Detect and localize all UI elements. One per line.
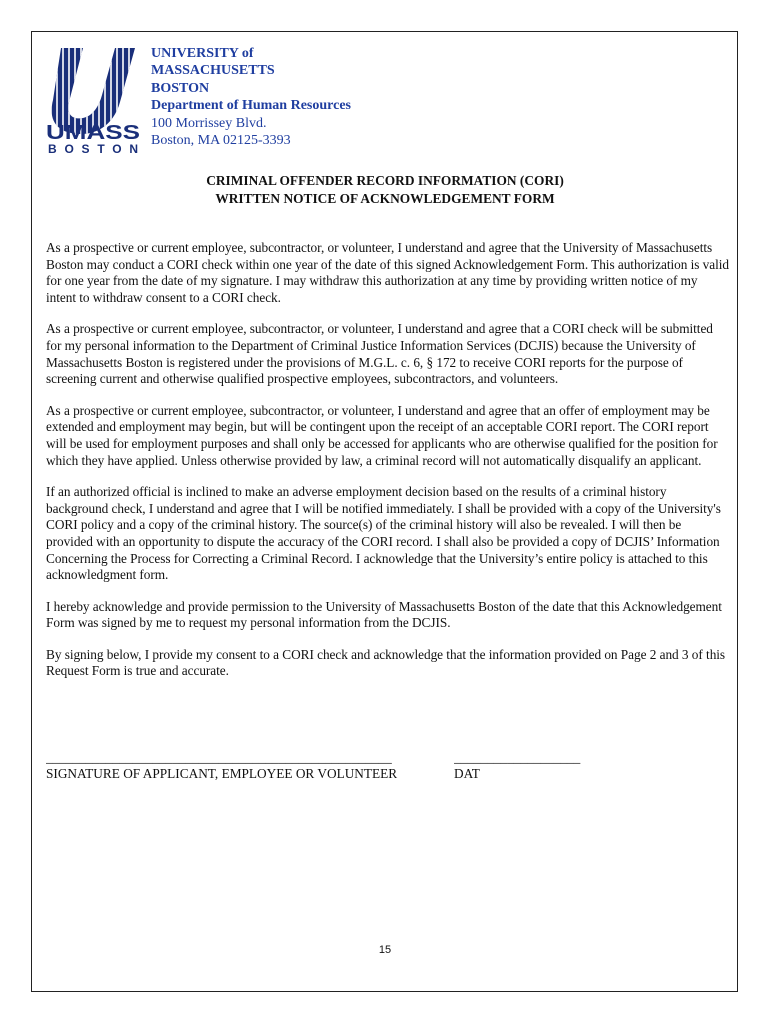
logo-word: UMASS — [46, 122, 140, 144]
umass-u-logo-icon — [43, 40, 143, 155]
org-line-2: MASSACHUSETTS — [151, 63, 275, 79]
address-line-1: 100 Morrissey Blvd. — [151, 115, 267, 131]
signature-line[interactable]: ____________________________________________________ — [46, 750, 392, 765]
page-number: 15 — [378, 944, 392, 956]
address-line-2: Boston, MA 02125-3393 — [151, 133, 291, 149]
form-title-line-1: CRIMINAL OFFENDER RECORD INFORMATION (CORI) — [206, 173, 564, 188]
logo-sub: BOSTON — [48, 142, 138, 155]
org-line-3: BOSTON — [151, 80, 210, 96]
form-title — [40, 172, 730, 208]
date-label: DAT — [454, 766, 480, 781]
org-line-1: UNIVERSITY of — [151, 46, 254, 61]
paragraph-dcjis-submission: As a prospective or current employee, subcontractor, or volunteer, I understand and agree that a CORI check will be submitted for my personal information to the Department of Criminal Justice Information Services (DCJIS) because the University of Massachusetts Boston is registered under the provisions of M.G.L. c. 6, § 172 to receive CORI reports for the purpose of screening current and otherwise qualified prospective employees, subcontractors, and volunteers. — [46, 321, 713, 387]
date-line[interactable]: ___________________ — [454, 750, 581, 765]
umass-boston-logo — [43, 40, 143, 155]
paragraph-cori-check-consent: As a prospective or current employee, subcontractor, or volunteer, I understand and agree that the University of Massachusetts Boston may conduct a CORI check within one year of the date of this signed Acknowledgement Form. This authorization is valid for one year from the date of my signature. I may withdraw this authorization at any time by providing written notice of my intent to withdraw consent to a CORI check. — [46, 240, 730, 305]
form-title-line-2: WRITTEN NOTICE OF ACKNOWLEDGEMENT FORM — [215, 191, 555, 206]
paragraph-contingent-offer: As a prospective or current employee, subcontractor, or volunteer, I understand and agree that an offer of employment may be extended and employment may begin, but will be contingent upon the receipt of an acceptable CORI report. The CORI report will be used for employment purposes and shall only be accessed for applicants who are otherwise qualified for the position for which they have applied. Unless otherwise provided by law, a criminal record will not automatically disqualify an applicant. — [46, 402, 718, 468]
signature-label: SIGNATURE OF APPLICANT, EMPLOYEE OR VOLUNTEER — [46, 766, 398, 781]
form-body — [46, 240, 730, 695]
paragraph-adverse-decision: If an authorized official is inclined to make an adverse employment decision based on the results of a criminal history background check, I understand and agree that I will be notified immediately. I shall be provided with a copy of the University's CORI policy and a copy of the criminal history. The source(s) of the criminal history will also be revealed. I will then be provided with an opportunity to dispute the accuracy of the CORI record. I shall also be provided a copy of DCJIS’ Information Concerning the Process for Correcting a Criminal Record. I acknowledge that the University’s entire policy is attached to this acknowledgment form. — [46, 484, 721, 583]
paragraph-signing-consent: By signing below, I provide my consent to a CORI check and acknowledge that the information provided on Page 2 and 3 of this Request Form is true and accurate. — [46, 646, 726, 679]
department-name: Department of Human Resources — [151, 98, 351, 114]
letterhead — [151, 45, 551, 149]
paragraph-permission: I hereby acknowledge and provide permission to the University of Massachusetts Boston of the date that this Acknowledgement Form was signed by me to request my personal information from the DCJIS. — [46, 598, 722, 631]
